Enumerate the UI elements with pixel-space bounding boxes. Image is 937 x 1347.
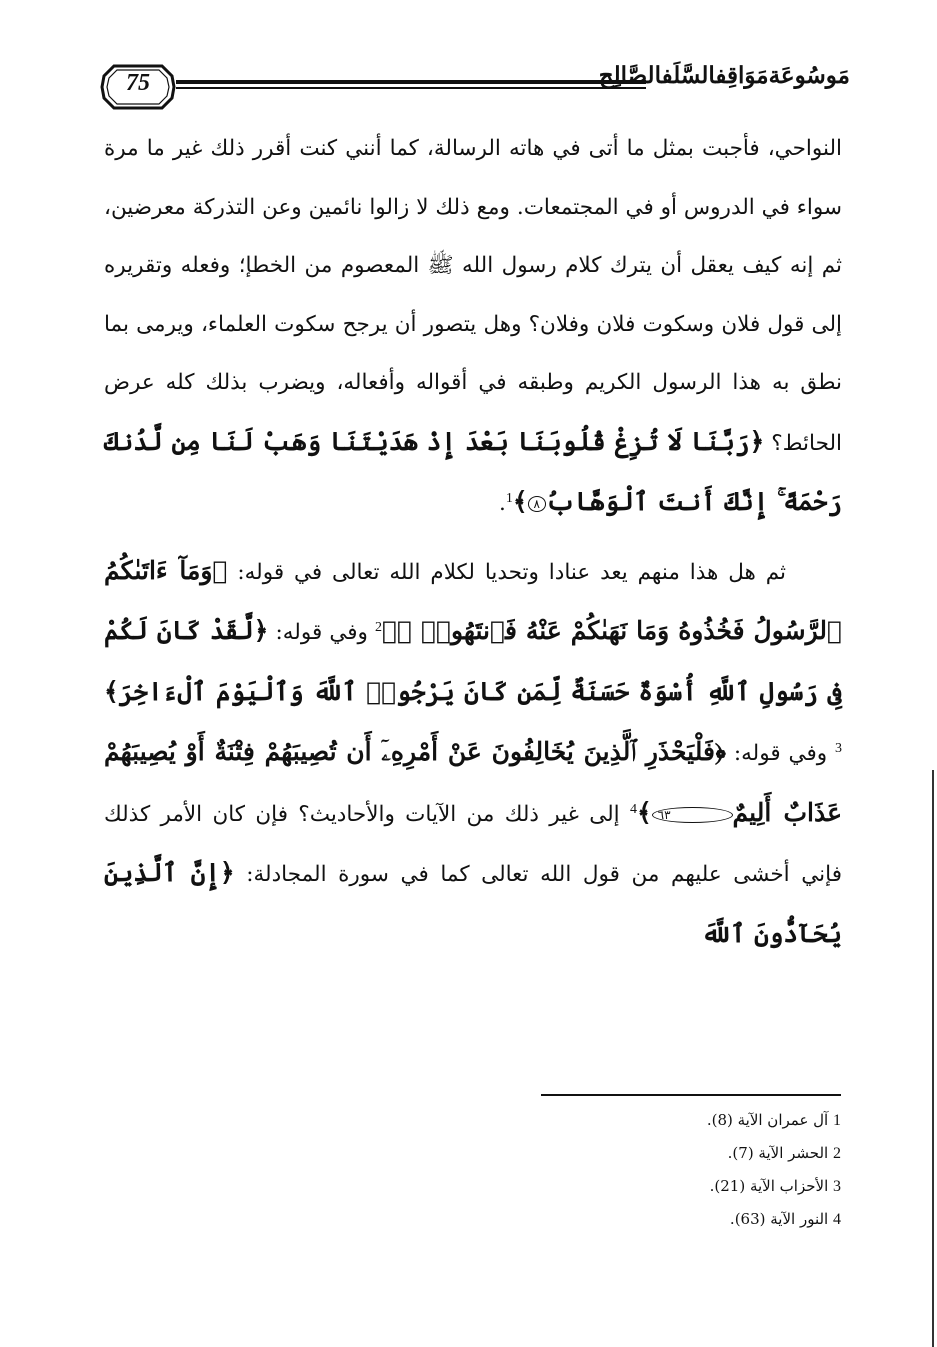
text-run: وفي قوله: [726, 741, 835, 766]
text-run: إلى غير ذلك من الآيات والأحاديث؟ فإن كان الأمر كذلك فإني أخشى عليهم من قول الله تعالى كما في سورة المجادلة: [104, 801, 842, 887]
text-run: ثم هل هذا منهم يعد عنادا وتحديا لكلام الله تعالى في قوله: [227, 559, 786, 585]
header-rule [176, 80, 646, 84]
footnote-text: النور الآية (63). [729, 1210, 833, 1228]
footnote-ref: 4 [629, 801, 637, 817]
quran-bracket: ﴾ [636, 797, 652, 827]
page-header [100, 62, 850, 120]
text-run: النواحي، فأجبت بمثل ما أتى في هاته الرسالة، كما أنني كنت أقرر ذلك غير ما مرة سواء في الدروس أو في المجتمعات. ومع ذلك لا زالوا نائمين وعن التذركة معرضين، ثم إنه كيف يعقل أن يترك كلام رسول الله ﷺ المعصوم من الخطإ؛ وفعله وتقريره إلى قول فلان وسكوت فلان وفلان؟ وهل يتصور أن يرجح سكوت العلماء، ويرمى بما نطق به هذا الرسول الكريم وطبقه في أقواله وأفعاله، ويضرب بذلك كله عرض الحائط؟ [104, 136, 842, 456]
footnote-number: 3 [833, 1178, 841, 1195]
text-run: . [499, 491, 506, 516]
page-number: 75 [126, 70, 150, 96]
quran-verse: ﴿إِنَّ ٱلَّذِينَ يُحَآدُّونَ ٱللَّهَ [104, 858, 842, 948]
footnote-number: 4 [833, 1211, 841, 1228]
footnote-ref: 2 [375, 619, 383, 635]
quran-verse: ﴿فَلْيَحْذَرِ ٱلَّذِينَ يُخَالِفُونَ عَنْ أَمْرِهِۦٓ أَن تُصِيبَهُمْ فِتْنَةٌ أَوْ يُصِيبَهُمْ عَذَابٌ أَلِيمٌ [104, 737, 842, 827]
footnote-ref: 1 [505, 490, 513, 506]
quran-verse: ﴿لَّقَدْ كَانَ لَكُمْ فِى رَسُولِ ٱللَّهِ أُسْوَةٌ حَسَنَةٌ لِّمَن كَانَ يَرْجُوا۟ ٱللَّهَ وَٱلْيَوْمَ ٱلْءَاخِرَ﴾ [104, 616, 842, 706]
text-run: وفي قوله: [268, 620, 376, 645]
header-rule-thin [176, 87, 646, 89]
footnote-separator [541, 1094, 841, 1096]
footnote-text: آل عمران الآية (8). [706, 1111, 833, 1129]
book-title: مَوسُوعَةمَوَاقِفالسَّلَفالصَّالِح [598, 62, 850, 89]
footnote-text: الأحزاب الآية (21). [709, 1177, 833, 1195]
main-text [104, 120, 842, 965]
footnote-number: 1 [833, 1112, 841, 1129]
quran-verse: ﴿رَبَّنَا لَا تُزِغْ قُلُوبَنَا بَعْدَ إِذْ هَدَيْتَنَا وَهَبْ لَنَا مِن لَّدُنكَ رَحْمَةً ۚ إِنَّكَ أَنتَ ٱلْوَهَّابُ [104, 426, 842, 516]
footnote-ref: 3 [835, 740, 842, 756]
paragraph-2 [104, 542, 842, 966]
footnote-item [541, 1170, 841, 1203]
footnotes [541, 1104, 841, 1236]
quran-bracket: ﴾ [512, 487, 528, 516]
paragraph-1 [104, 120, 842, 534]
footnote-text: الحشر الآية (7). [727, 1144, 833, 1162]
footnote-item [541, 1137, 841, 1170]
page-number-badge [100, 62, 176, 112]
scan-edge-line [932, 770, 934, 1347]
footnote-item [541, 1104, 841, 1137]
ayah-number-icon: ٦٣ [652, 807, 733, 823]
footnote-item [541, 1203, 841, 1236]
ayah-number-icon: ٨ [528, 496, 546, 512]
quran-verse: ﴿وَمَآ ءَاتَىٰكُمُ ٱلرَّسُولُ فَخُذُوهُ وَمَا نَهَىٰكُمْ عَنْهُ فَٱنتَهُوا۟ ۚ﴾ [104, 555, 842, 645]
footnote-number: 2 [833, 1145, 841, 1162]
